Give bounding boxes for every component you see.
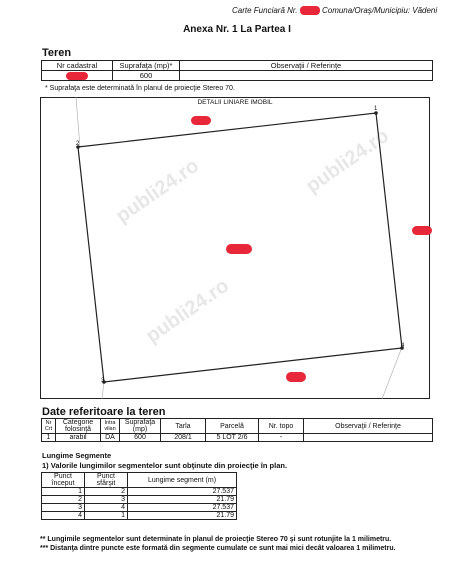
col-observatii: Observaţii / Referinţe	[304, 419, 433, 434]
cell-start: 3	[42, 504, 85, 512]
col-intra: Intra vilan	[101, 419, 120, 434]
cell-len: 27.537	[128, 488, 237, 496]
col-suprafata: Suprafaţa (mp)*	[113, 61, 180, 71]
teren-note: * Suprafaţa este determinată în planul de proiecţie Stereo 70.	[45, 85, 235, 92]
point-label-2: 2	[76, 141, 80, 147]
lungime-note-1: ** Lungimile segmentelor sunt determinate în planul de proiecţie Stereo 70 şi sunt rotunjite la 1 milimetru.	[40, 536, 392, 543]
cell-nr-cadastral	[42, 71, 113, 81]
redacted-neighbor-bottom	[286, 372, 306, 382]
col-categorie: Categorie folosinţă	[56, 419, 101, 434]
cell-start: 2	[42, 496, 85, 504]
col-parcela: Parcelă	[206, 419, 259, 434]
cell-end: 1	[85, 512, 128, 520]
grid-line	[102, 382, 104, 399]
redacted-neighbor-top	[191, 116, 211, 125]
lungime-subtitle: 1) Valorile lungimilor segmentelor sunt obţinute din proiecţie în plan.	[42, 461, 288, 470]
point-label-3: 3	[101, 378, 105, 384]
teren-title: Teren	[42, 47, 72, 59]
redacted-center	[226, 244, 252, 254]
cell-suprafata: 600	[120, 434, 161, 442]
cell-intra: DA	[101, 434, 120, 442]
point-label-1: 1	[374, 106, 378, 112]
grid-line	[76, 97, 80, 147]
lungime-note-2: *** Distanţa dintre puncte este formată din segmente cumulate ce sunt mai mici decât valoarea 1 milimetru.	[40, 545, 396, 552]
cell-end: 3	[85, 496, 128, 504]
point-label-4: 4	[401, 343, 405, 349]
col-observatii: Observaţii / Referinţe	[180, 61, 433, 71]
cell-observatii	[180, 71, 433, 81]
col-lungime: Lungime segment (m)	[128, 473, 237, 488]
col-topo: Nr. topo	[259, 419, 304, 434]
cell-categorie: arabil	[56, 434, 101, 442]
grid-line	[382, 347, 402, 399]
cell-suprafata: 600	[113, 71, 180, 81]
table-row	[42, 488, 237, 496]
redacted-cadastral	[66, 72, 88, 80]
cell-start: 1	[42, 488, 85, 496]
cell-nr: 1	[42, 434, 56, 442]
col-nr-crt: Nr Crt	[42, 419, 56, 434]
cell-observatii	[304, 434, 433, 442]
watermark: publi24.ro	[302, 124, 393, 198]
col-suprafata: Suprafaţa (mp)	[120, 419, 161, 434]
cell-topo: -	[259, 434, 304, 442]
carte-label: Carte Funciară Nr.	[232, 6, 298, 15]
cell-end: 4	[85, 504, 128, 512]
col-punct-sfarsit: Punct sfârşit	[85, 473, 128, 488]
cell-start: 4	[42, 512, 85, 520]
teren-table	[41, 60, 433, 81]
table-row	[42, 496, 237, 504]
col-punct-inceput: Punct început	[42, 473, 85, 488]
lungime-title: Lungime Segmente	[42, 451, 112, 460]
col-nr-cadastral: Nr cadastral	[42, 61, 113, 71]
referitoare-table	[41, 418, 433, 442]
anexa-title: Anexa Nr. 1 La Partea I	[183, 24, 291, 35]
plot-title: DETALII LINIARE IMOBIL	[197, 99, 273, 106]
table-row	[42, 512, 237, 520]
redacted-number	[300, 6, 320, 15]
referitoare-title: Date referitoare la teren	[42, 406, 166, 418]
header-carte-funciara	[232, 6, 437, 15]
watermark: publi24.ro	[112, 154, 203, 228]
lungime-table	[41, 472, 237, 520]
col-tarla: Tarla	[161, 419, 206, 434]
cell-end: 2	[85, 488, 128, 496]
location-label: Comuna/Oraş/Municipiu: Vădeni	[321, 6, 438, 15]
cell-len: 21.79	[128, 512, 237, 520]
watermark: publi24.ro	[142, 274, 233, 348]
table-row	[42, 504, 237, 512]
cell-len: 21.79	[128, 496, 237, 504]
cell-parcela: 5 LOT 2/6	[206, 434, 259, 442]
redacted-neighbor-right	[412, 226, 432, 235]
cell-tarla: 208/1	[161, 434, 206, 442]
cell-len: 27.537	[128, 504, 237, 512]
